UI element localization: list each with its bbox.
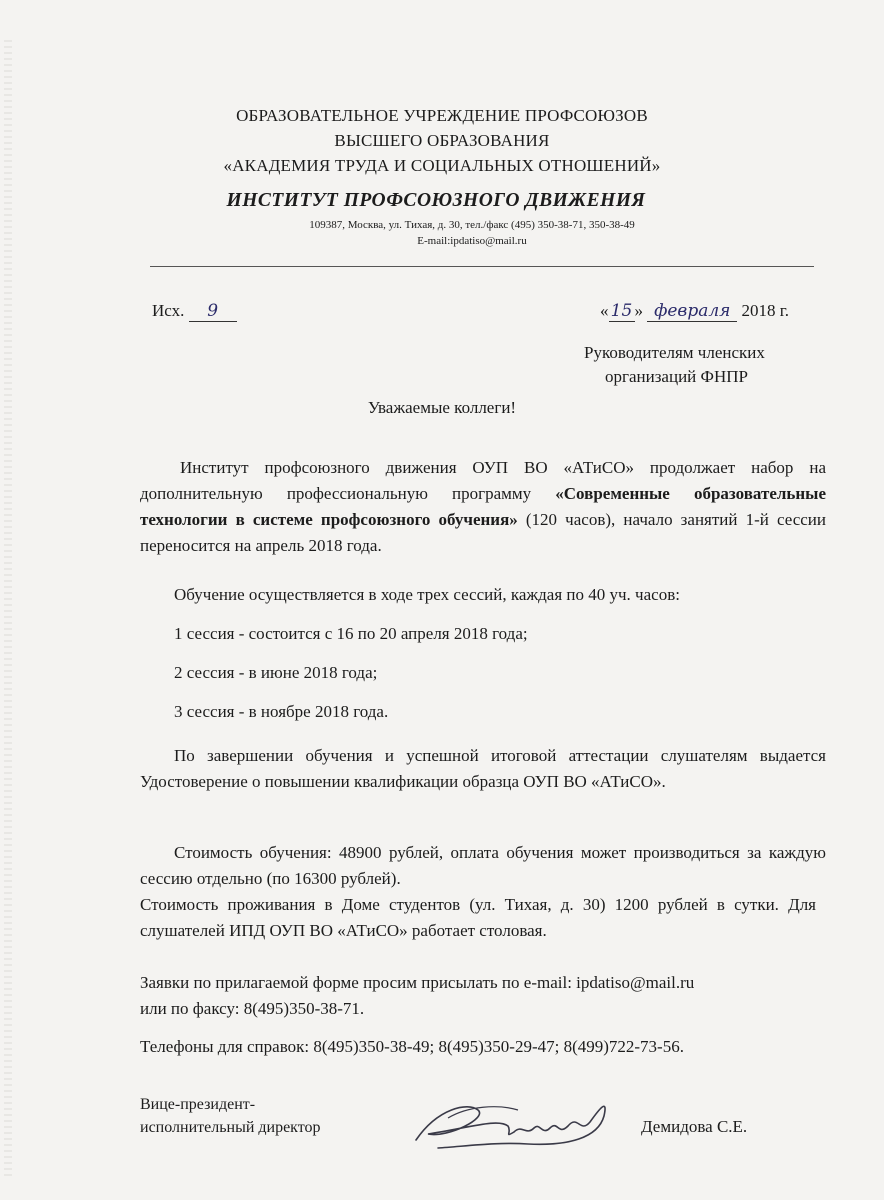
addressee-line-2: организаций ФНПР [605,367,748,386]
ref-number: 9 [189,301,237,322]
signatory-title-2: исполнительный директор [140,1119,321,1136]
signatory-title-1: Вице-президент- [140,1096,256,1113]
paragraph-program [140,455,826,559]
signatory-name: Демидова С.Е. [641,1117,748,1136]
date-day: 15 [609,301,635,322]
paragraph-cost: Стоимость обучения: 48900 рублей, оплата обучения может производиться за каждую сессию отдельно (по 16300 рублей). [140,843,826,888]
outgoing-ref [152,301,237,322]
paragraph-sessions: Обучение осуществляется в ходе трех сессий, каждая по 40 уч. часов: [174,585,680,604]
institute-name: ИНСТИТУТ ПРОФСОЮЗНОГО ДВИЖЕНИЯ [226,190,646,211]
date-month: февраля [647,301,737,322]
header-line-1: ОБРАЗОВАТЕЛЬНОЕ УЧРЕЖДЕНИЕ ПРОФСОЮЗОВ [236,106,648,125]
program-title: «Современные образовательные технологии в системе профсоюзного обучения» [140,484,826,529]
session-3: 3 сессия - в ноябре 2018 года. [174,702,389,721]
ref-label: Исх. [152,301,185,320]
date-quote-open: « [600,301,609,320]
session-2: 2 сессия - в июне 2018 года; [174,663,378,682]
date-year: 2018 г. [741,301,790,320]
institute-email: E-mail:ipdatiso@mail.ru [417,235,527,247]
salutation: Уважаемые коллеги! [367,398,517,417]
header-line-2: ВЫСШЕГО ОБРАЗОВАНИЯ [334,131,550,150]
p1-text-b: (120 часов), начало занятий 1-й сессии переносится на апрель 2018 года. [140,510,826,555]
p1-text-a: Институт профсоюзного движения ОУП ВО «АТиСО» продолжает набор на дополнительную профессиональную программу [140,458,826,503]
handwritten-signature [408,1088,640,1156]
header-line-3: «АКАДЕМИЯ ТРУДА И СОЦИАЛЬНЫХ ОТНОШЕНИЙ» [223,156,661,175]
addressee-line-1: Руководителям членских [584,343,765,362]
institute-address: 109387, Москва, ул. Тихая, д. 30, тел./факс (495) 350-38-71, 350-38-49 [309,219,635,231]
header-divider [150,266,814,267]
applications-line-1: Заявки по прилагаемой форме просим присылать по e-mail: ipdatiso@mail.ru [140,973,695,992]
applications-line-2: или по факсу: 8(495)350-38-71. [140,999,365,1018]
phones-line: Телефоны для справок: 8(495)350-38-49; 8(495)350-29-47; 8(499)722-73-56. [140,1037,684,1056]
date-quote-close: » [634,301,643,320]
paragraph-certificate: По завершении обучения и успешной итоговой аттестации слушателям выдается Удостоверение о повышении квалификации образца ОУП ВО «АТиСО». [140,746,826,791]
paragraph-lodging: Стоимость проживания в Доме студентов (ул. Тихая, д. 30) 1200 рублей в сутки. Для слушателей ИПД ОУП ВО «АТиСО» работает столовая. [140,895,816,940]
letter-date [600,301,789,322]
session-1: 1 сессия - состоится с 16 по 20 апреля 2018 года; [174,624,528,643]
